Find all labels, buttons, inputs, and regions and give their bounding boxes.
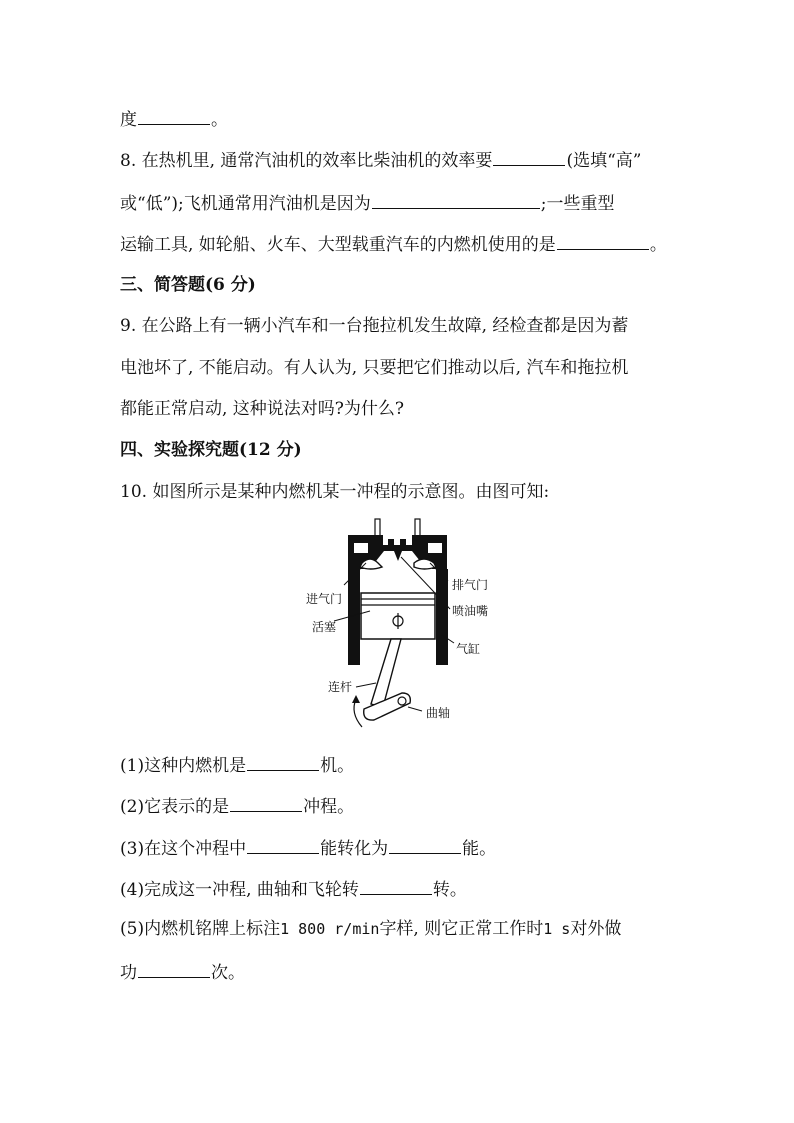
text-segment: 机。 (320, 756, 355, 776)
label-cylinder: 气缸 (456, 642, 481, 656)
rpm-value: 1 800 r/min (280, 920, 380, 938)
sub-question-5-line-1 (120, 917, 621, 941)
label-exhaust-valve: 排气门 (452, 578, 489, 592)
text-segment: (2)它表示的是 (120, 797, 230, 817)
time-value: 1 s (543, 920, 571, 938)
sub-question-2 (120, 793, 354, 819)
text-segment: 转。 (432, 880, 467, 900)
line-continuation (120, 106, 228, 132)
sub-question-5-line-2 (120, 959, 245, 985)
text-segment: (5)内燃机铭牌上标注 (120, 919, 281, 939)
answer-blank[interactable] (372, 190, 540, 209)
text-segment: 运输工具, 如轮船、火车、大型载重汽车的内燃机使用的是 (120, 235, 556, 255)
label-piston: 活塞 (312, 620, 337, 634)
label-crankshaft: 曲轴 (426, 706, 451, 720)
section-3-heading: 三、简答题(6 分) (120, 275, 256, 295)
text-segment: (1)这种内燃机是 (120, 756, 247, 776)
text-segment: 功 (120, 963, 137, 983)
crank-pin (398, 697, 406, 705)
answer-blank[interactable] (360, 876, 432, 895)
text-segment: ;一些重型 (540, 194, 615, 214)
answer-blank[interactable] (247, 752, 319, 771)
sub-question-4 (120, 876, 467, 902)
text-segment: (3)在这个冲程中 (120, 839, 247, 859)
text-segment: 或“低”);飞机通常用汽油机是因为 (120, 194, 371, 214)
text-segment: 能。 (462, 839, 497, 859)
label-intake-valve: 进气门 (306, 592, 343, 606)
section-4-heading: 四、实验探究题(12 分) (120, 440, 302, 460)
text-segment: 。 (211, 110, 228, 130)
question-8-line-1 (120, 147, 641, 173)
question-9-line-1: 9. 在公路上有一辆小汽车和一台拖拉机发生故障, 经检查都是因为蓄 (120, 316, 629, 336)
question-9-line-2: 电池坏了, 不能启动。有人认为, 只要把它们推动以后, 汽车和拖拉机 (120, 358, 629, 378)
engine-stroke-diagram (290, 515, 520, 730)
question-8-line-2 (120, 190, 614, 216)
rotation-arrowhead (352, 695, 360, 703)
question-10-intro: 10. 如图所示是某种内燃机某一冲程的示意图。由图可知: (120, 482, 550, 502)
injector-tip (394, 551, 402, 561)
answer-blank[interactable] (247, 835, 319, 854)
sub-question-3 (120, 835, 496, 861)
question-9-line-3: 都能正常启动, 这种说法对吗?为什么? (120, 399, 405, 419)
label-injector: 喷油嘴 (452, 604, 489, 618)
answer-blank[interactable] (557, 231, 649, 250)
leader-rod (356, 683, 376, 687)
question-8-line-3 (120, 231, 667, 257)
label-connecting-rod: 连杆 (328, 680, 353, 694)
answer-blank[interactable] (493, 147, 565, 166)
cylinder-wall-right (436, 569, 448, 665)
engine-diagram-svg (290, 515, 520, 730)
text-segment: (选填“高” (566, 151, 642, 171)
leader-crank (408, 707, 422, 711)
text-segment: (4)完成这一冲程, 曲轴和飞轮转 (120, 880, 359, 900)
answer-blank[interactable] (389, 835, 461, 854)
text-segment: 能转化为 (320, 839, 389, 859)
answer-blank[interactable] (230, 793, 302, 812)
text-segment: 冲程。 (303, 797, 355, 817)
text-segment: 8. 在热机里, 通常汽油机的效率比柴油机的效率要 (120, 151, 493, 171)
head-notch (354, 543, 368, 553)
sub-question-1 (120, 752, 354, 778)
rotation-arrow (354, 699, 362, 727)
text-segment: 度 (120, 110, 137, 130)
answer-blank[interactable] (138, 106, 210, 125)
text-segment: 。 (649, 235, 667, 255)
head-notch (428, 543, 442, 553)
answer-blank[interactable] (138, 959, 210, 978)
text-segment: 字样, 则它正常工作时 (379, 919, 544, 939)
text-segment: 次。 (211, 963, 245, 983)
text-segment: 对外做 (570, 919, 622, 939)
